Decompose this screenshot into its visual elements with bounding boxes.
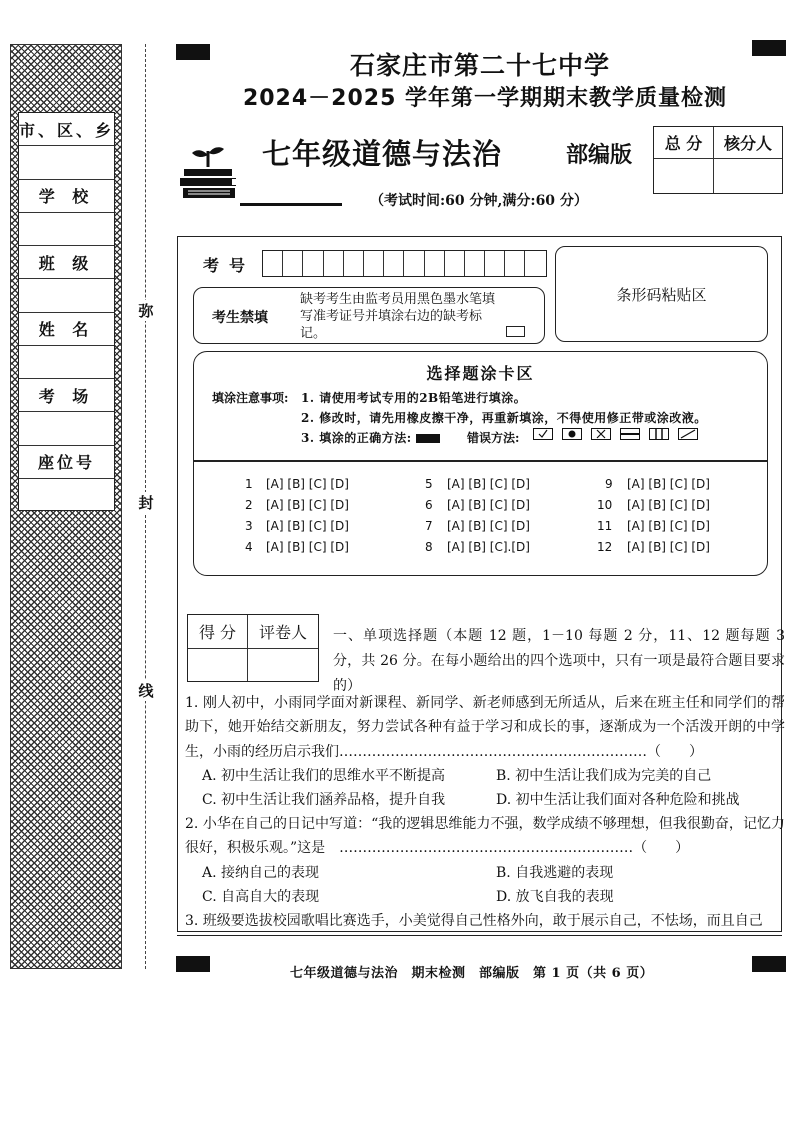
answer-bubbles[interactable]: [A] [B] [C] [D] (447, 519, 530, 533)
grader-label: 评卷人 (248, 615, 318, 649)
answer-number: 7 (425, 519, 433, 533)
registration-mark-bottom-right (752, 956, 786, 972)
exam-number-digit-box[interactable] (344, 251, 364, 276)
q1-option-a: A. 初中生活让我们的思维水平不断提高 (202, 768, 446, 784)
notice-1: 1. 请使用考试专用的2B铅笔进行填涂。 (301, 391, 527, 405)
student-info-label: 学 校 (19, 180, 114, 213)
exam-number-digit-box[interactable] (445, 251, 465, 276)
subject-title: 七年级道德与法治 (262, 137, 503, 171)
exam-number-digit-box[interactable] (425, 251, 445, 276)
absent-instructions: 缺考考生由监考员用黑色墨水笔填写准考证号并填涂右边的缺考标记。 (300, 292, 496, 341)
registration-mark-bottom-left (176, 956, 210, 972)
q1-option-c: C. 初中生活让我们涵养品格，提升自我 (202, 792, 446, 808)
choice-divider (194, 460, 767, 462)
answer-bubbles[interactable]: [A] [B] [C] [D] (266, 477, 349, 491)
answer-number: 5 (425, 477, 433, 491)
q2-option-a: A. 接纳自己的表现 (202, 865, 320, 881)
section-instructions: 一、单项选择题（本题 12 题，1－10 每题 2 分，11、12 题每题 3 分，共 26 分。在每小题给出的四个选项中，只有一项是最符合题目要求的） (333, 628, 785, 694)
student-info-label: 考 场 (19, 379, 114, 412)
edition-label: 部编版 (566, 143, 633, 168)
correct-fill-sample (416, 434, 440, 443)
answer-number: 6 (425, 498, 433, 512)
student-info-label: 座位号 (19, 446, 114, 479)
seal-char-xian: 线 (138, 682, 154, 700)
exam-number-digit-box[interactable] (465, 251, 485, 276)
slash-icon (678, 428, 698, 440)
cross-icon (591, 428, 611, 440)
barcode-area (555, 246, 768, 342)
student-info-label: 市、区、乡 (19, 113, 114, 146)
student-info-table (18, 112, 115, 511)
answer-number: 8 (425, 540, 433, 554)
student-info-input[interactable] (19, 146, 114, 179)
student-info-input[interactable] (19, 412, 114, 445)
answer-number: 4 (245, 540, 253, 554)
exam-number-digit-box[interactable] (525, 251, 545, 276)
barcode-label: 条形码粘贴区 (616, 285, 707, 304)
footer-rule (177, 935, 782, 936)
q1-option-b: B. 初中生活让我们成为完美的自己 (496, 768, 712, 784)
notice-label: 填涂注意事项: (212, 391, 289, 405)
student-info-input[interactable] (19, 213, 114, 246)
exam-number-digit-box[interactable] (384, 251, 404, 276)
answer-bubbles[interactable]: [A] [B] [C] [D] (627, 540, 710, 554)
total-score-cell[interactable] (654, 159, 714, 193)
exam-number-digit-box[interactable] (303, 251, 323, 276)
student-info-input[interactable] (19, 346, 114, 379)
checker-cell[interactable] (714, 159, 782, 193)
student-info-input[interactable] (19, 279, 114, 312)
q2-option-c: C. 自高自大的表现 (202, 889, 320, 905)
exam-number-digit-box[interactable] (485, 251, 505, 276)
notice-3-text: 3. 填涂的正确方法: (301, 431, 412, 445)
wrong-method-label: 错误方法: (467, 431, 520, 445)
exam-number-digit-box[interactable] (364, 251, 384, 276)
exam-number-boxes[interactable] (262, 250, 547, 277)
exam-number-digit-box[interactable] (283, 251, 303, 276)
answer-bubbles[interactable]: [A] [B] [C] [D] (266, 519, 349, 533)
notice-3 (301, 429, 440, 446)
answer-number: 2 (245, 498, 253, 512)
books-icon (180, 145, 240, 201)
answer-number: 11 (597, 519, 613, 533)
school-name: 石家庄市第二十七中学 (349, 51, 610, 80)
check-mark-icon (533, 428, 553, 440)
q1-option-d: D. 初中生活让我们面对各种危险和挑战 (496, 792, 740, 808)
answer-bubbles[interactable]: [A] [B] [C] [D] (627, 498, 710, 512)
answer-number: 3 (245, 519, 253, 533)
exam-number-label: 考号 (203, 256, 256, 275)
answer-bubbles[interactable]: [A] [B] [C] [D] (266, 540, 349, 554)
wrong-method-samples (533, 428, 698, 440)
question-2: 2. 小华在自己的日记中写道：“我的逻辑思维能力不强，数学成绩不够理想，但我很勤奋，记忆力很好，积极乐观。”这是 ………………………………………………………（ ） (185, 816, 785, 857)
exam-term: 2024－2025 学年第一学期期末教学质量检测 (242, 86, 728, 111)
choice-card-title: 选择题涂卡区 (426, 364, 535, 383)
answer-bubbles[interactable]: [A] [B] [C].[D] (447, 540, 530, 554)
student-info-label: 班 级 (19, 246, 114, 279)
exam-number-digit-box[interactable] (324, 251, 344, 276)
answer-bubbles[interactable]: [A] [B] [C] [D] (447, 477, 530, 491)
checker-label: 核分人 (714, 127, 782, 159)
q2-option-b: B. 自我逃避的表现 (496, 865, 614, 881)
section-score-cell[interactable] (188, 649, 248, 681)
absent-mark-box[interactable] (506, 326, 525, 337)
question-1: 1. 刚人初中，小雨同学面对新课程、新同学、新老师感到无所适从，后来在班主任和同学们的帮助下，她开始结交新朋友，努力尝试各种有益于学习和成长的事，逐渐成为一个活泼开朗的中学生，小雨的经历启示我们…………………………………………………………（ ） (185, 695, 785, 760)
answer-number: 12 (597, 540, 613, 554)
line-icon (620, 428, 640, 440)
title-underline (240, 203, 342, 206)
exam-number-digit-box[interactable] (505, 251, 525, 276)
registration-mark-top-left (176, 44, 210, 60)
student-info-input[interactable] (19, 479, 114, 512)
bracket-icon (649, 428, 669, 440)
dot-icon (562, 428, 582, 440)
absent-label: 考生禁填 (212, 310, 268, 326)
answer-bubbles[interactable]: [A] [B] [C] [D] (627, 477, 710, 491)
exam-time-note: （考试时间:60 分钟,满分:60 分） (370, 193, 588, 209)
total-score-table (653, 126, 783, 194)
registration-mark-top-right (752, 40, 786, 56)
answer-bubbles[interactable]: [A] [B] [C] [D] (627, 519, 710, 533)
total-score-label: 总 分 (654, 127, 714, 159)
question-3: 3. 班级要选拔校园歌唱比赛选手，小美觉得自己性格外向，敢于展示自己，不怯场，而且自己 (185, 913, 763, 929)
section-score-table (187, 614, 319, 682)
page-footer: 七年级道德与法治 期末检测 部编版 第 1 页（共 6 页） (290, 966, 654, 981)
q2-option-d: D. 放飞自我的表现 (496, 889, 614, 905)
grader-cell[interactable] (248, 649, 318, 681)
section-score-label: 得 分 (188, 615, 248, 649)
notice-2: 2. 修改时，请先用橡皮擦干净，再重新填涂，不得使用修正带或涂改液。 (301, 411, 707, 425)
exam-number-digit-box[interactable] (263, 251, 283, 276)
seal-char-mi: 弥 (138, 302, 154, 320)
student-info-label: 姓 名 (19, 313, 114, 346)
answer-bubbles[interactable]: [A] [B] [C] [D] (266, 498, 349, 512)
answer-number: 10 (597, 498, 613, 512)
answer-number: 9 (605, 477, 613, 491)
answer-number: 1 (245, 477, 253, 491)
answer-bubbles[interactable]: [A] [B] [C] [D] (447, 498, 530, 512)
exam-number-digit-box[interactable] (404, 251, 424, 276)
seal-char-feng: 封 (138, 494, 154, 512)
